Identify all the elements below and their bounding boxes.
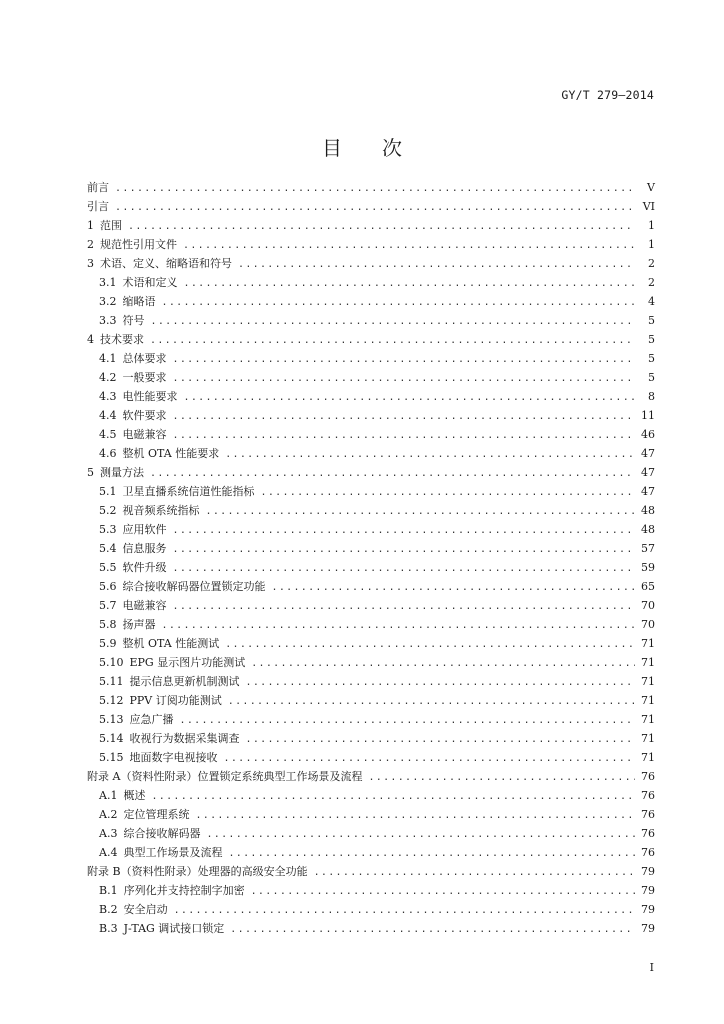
toc-entry-number: 5.7 [99, 599, 117, 612]
toc-entry-number: 4.1 [99, 352, 117, 365]
toc-entry-number: A.3 [99, 827, 118, 840]
toc-entry[interactable] [87, 691, 655, 710]
toc-entry-title: 信息服务 [122, 542, 167, 555]
toc-entry-page: 1 [648, 219, 655, 232]
toc-entry-title: 软件升级 [122, 561, 167, 574]
toc-entry[interactable] [87, 805, 655, 824]
dot-leader [230, 920, 635, 939]
toc-entry-number: 5.4 [99, 542, 117, 555]
dot-leader [368, 768, 635, 787]
dot-leader [246, 673, 636, 692]
toc-entry-title: 序列化并支持控制字加密 [123, 884, 245, 897]
dot-leader [228, 844, 635, 863]
toc-entry-page: 4 [648, 295, 655, 308]
dot-leader [224, 749, 636, 768]
toc-entry-page: 11 [641, 409, 655, 422]
toc-entry[interactable] [87, 330, 655, 349]
toc-entry[interactable] [87, 881, 655, 900]
toc-entry-page: 70 [641, 618, 655, 631]
toc-entry-page: 65 [641, 580, 655, 593]
dot-leader [251, 654, 635, 673]
page-number: I [649, 961, 654, 974]
toc-entry-page: 71 [641, 656, 655, 669]
dot-leader [150, 464, 635, 483]
dot-leader [173, 540, 636, 559]
table-of-contents [87, 178, 655, 938]
toc-entry-title: 一般要求 [122, 371, 167, 384]
toc-entry-title: 电磁兼容 [122, 599, 167, 612]
toc-entry[interactable] [87, 558, 655, 577]
dot-leader [173, 407, 636, 426]
toc-entry[interactable] [87, 368, 655, 387]
toc-entry-number: 5.8 [99, 618, 117, 631]
toc-entry-page: 76 [641, 770, 655, 783]
toc-entry-page: 71 [641, 732, 655, 745]
toc-entry-page: 1 [648, 238, 655, 251]
toc-entry-number: 5.11 [99, 675, 124, 688]
toc-entry-page: V [647, 181, 655, 194]
toc-entry-page: 79 [641, 903, 655, 916]
toc-entry-title: 扬声器 [122, 618, 156, 631]
toc-entry-title: 电磁兼容 [122, 428, 167, 441]
toc-entry-title: 引言 [87, 200, 109, 213]
toc-entry[interactable] [87, 235, 655, 254]
toc-entry-page: 71 [641, 713, 655, 726]
dot-leader [225, 635, 635, 654]
toc-entry[interactable] [87, 653, 655, 672]
toc-entry-number: 5.14 [99, 732, 124, 745]
toc-entry[interactable] [87, 349, 655, 368]
toc-entry[interactable] [87, 919, 655, 938]
toc-entry-number: 3.3 [99, 314, 117, 327]
toc-entry-page: 5 [648, 333, 655, 346]
toc-entry[interactable] [87, 387, 655, 406]
toc-entry[interactable] [87, 520, 655, 539]
dot-leader [184, 388, 636, 407]
toc-entry[interactable] [87, 786, 655, 805]
toc-entry-title: J-TAG 调试接口锁定 [123, 922, 225, 935]
toc-entry[interactable] [87, 710, 655, 729]
toc-entry-title: 前言 [87, 181, 109, 194]
toc-entry-page: 76 [641, 827, 655, 840]
toc-entry[interactable] [87, 843, 655, 862]
page-title: 目次 [322, 136, 442, 160]
toc-entry-title: 技术要求 [100, 333, 144, 346]
toc-entry-page: 79 [641, 865, 655, 878]
toc-entry-page: 47 [641, 466, 655, 479]
dot-leader [151, 312, 636, 331]
toc-entry-title: 视音频系统指标 [122, 504, 200, 517]
toc-entry-number: 3 [87, 257, 94, 270]
toc-entry[interactable] [87, 824, 655, 843]
toc-entry-number: 5.3 [99, 523, 117, 536]
toc-entry-number: 5.15 [99, 751, 124, 764]
toc-entry[interactable] [87, 444, 655, 463]
toc-entry-number: B.2 [99, 903, 118, 916]
toc-entry-title: 安全启动 [123, 903, 168, 916]
toc-entry-number: 5.5 [99, 561, 117, 574]
dot-leader [173, 426, 636, 445]
dot-leader [261, 483, 636, 502]
toc-entry-page: 5 [648, 314, 655, 327]
toc-entry[interactable] [87, 862, 655, 881]
toc-entry-title: 范围 [100, 219, 122, 232]
toc-entry-number: 5.12 [99, 694, 124, 707]
toc-entry[interactable] [87, 292, 655, 311]
toc-entry-page: 57 [641, 542, 655, 555]
dot-leader [195, 806, 635, 825]
toc-entry-title: 测量方法 [100, 466, 144, 479]
dot-leader [150, 331, 635, 350]
dot-leader [180, 711, 636, 730]
toc-entry-title: 电性能要求 [122, 390, 178, 403]
dot-leader [173, 597, 636, 616]
toc-entry-page: 76 [641, 789, 655, 802]
toc-entry[interactable] [87, 273, 655, 292]
dot-leader [228, 692, 635, 711]
dot-leader [173, 350, 636, 369]
toc-entry-title: 概述 [123, 789, 146, 802]
toc-entry-number: 4.6 [99, 447, 117, 460]
dot-leader [128, 217, 635, 236]
toc-entry-number: 4.4 [99, 409, 117, 422]
toc-entry-page: 8 [648, 390, 655, 403]
toc-entry-page: 5 [648, 371, 655, 384]
dot-leader [314, 863, 635, 882]
toc-entry-title: 术语、定义、缩略语和符号 [100, 257, 232, 270]
toc-entry-title: 卫星直播系统信道性能指标 [122, 485, 255, 498]
toc-entry-title: 地面数字电视接收 [129, 751, 218, 764]
toc-entry-title: 总体要求 [122, 352, 167, 365]
toc-entry-title: 缩略语 [122, 295, 156, 308]
dot-leader [173, 369, 636, 388]
toc-entry-page: 47 [641, 447, 655, 460]
toc-entry[interactable] [87, 577, 655, 596]
toc-entry[interactable] [87, 178, 655, 197]
toc-entry[interactable] [87, 729, 655, 748]
toc-entry[interactable] [87, 748, 655, 767]
toc-entry-number: 4 [87, 333, 94, 346]
toc-entry-number: B.3 [99, 922, 118, 935]
toc-entry[interactable] [87, 216, 655, 235]
dot-leader [225, 445, 635, 464]
dot-leader [272, 578, 636, 597]
toc-entry-title: 应急广播 [129, 713, 174, 726]
toc-entry-page: 5 [648, 352, 655, 365]
toc-entry-page: 48 [641, 504, 655, 517]
toc-entry-number: 5.1 [99, 485, 117, 498]
toc-entry-title: 收视行为数据采集调查 [129, 732, 240, 745]
toc-entry-title: PPV 订阅功能测试 [129, 694, 222, 707]
toc-entry-number: 5.13 [99, 713, 124, 726]
toc-entry-title: 综合接收解码器位置锁定功能 [122, 580, 266, 593]
toc-entry-page: 76 [641, 808, 655, 821]
toc-entry-number: A.4 [99, 846, 118, 859]
toc-entry-page: 2 [648, 257, 655, 270]
toc-entry-page: 71 [641, 675, 655, 688]
toc-entry-page: 70 [641, 599, 655, 612]
toc-entry-title: 规范性引用文件 [100, 238, 177, 251]
toc-entry-title: 附录 B（资料性附录）处理器的高级安全功能 [87, 865, 308, 878]
toc-entry[interactable] [87, 482, 655, 501]
toc-entry-title: 定位管理系统 [123, 808, 190, 821]
toc-entry-page: 47 [641, 485, 655, 498]
toc-entry-page: 71 [641, 751, 655, 764]
dot-leader [162, 616, 636, 635]
toc-entry-number: 3.2 [99, 295, 117, 308]
toc-entry[interactable] [87, 311, 655, 330]
toc-entry[interactable] [87, 406, 655, 425]
toc-entry-number: 1 [87, 219, 94, 232]
toc-entry[interactable] [87, 596, 655, 615]
dot-leader [246, 730, 636, 749]
dot-leader [173, 559, 636, 578]
dot-leader [151, 787, 635, 806]
toc-entry-page: 79 [641, 922, 655, 935]
toc-entry-number: 2 [87, 238, 94, 251]
toc-entry-number: 4.5 [99, 428, 117, 441]
toc-entry-page: 71 [641, 637, 655, 650]
toc-entry-title: 符号 [122, 314, 145, 327]
dot-leader [238, 255, 635, 274]
dot-leader [174, 901, 635, 920]
toc-entry-number: A.2 [99, 808, 118, 821]
toc-entry-number: 5.6 [99, 580, 117, 593]
toc-entry[interactable] [87, 463, 655, 482]
toc-entry-number: 5 [87, 466, 94, 479]
toc-entry-title: 应用软件 [122, 523, 167, 536]
toc-entry-page: 46 [641, 428, 655, 441]
toc-entry-page: 48 [641, 523, 655, 536]
dot-leader [183, 236, 635, 255]
toc-entry-title: 综合接收解码器 [123, 827, 201, 840]
toc-entry-number: 4.3 [99, 390, 117, 403]
toc-entry-title: 术语和定义 [122, 276, 178, 289]
toc-entry-number: A.1 [99, 789, 118, 802]
toc-entry-title: 整机 OTA 性能测试 [122, 637, 220, 650]
toc-entry-title: EPG 显示图片功能测试 [129, 656, 246, 669]
dot-leader [173, 521, 636, 540]
toc-entry[interactable] [87, 767, 655, 786]
toc-entry-number: 3.1 [99, 276, 117, 289]
toc-entry-title: 典型工作场景及流程 [123, 846, 223, 859]
dot-leader [115, 198, 635, 217]
toc-entry-title: 软件要求 [122, 409, 167, 422]
toc-entry[interactable] [87, 197, 655, 216]
dot-leader [162, 293, 636, 312]
toc-entry[interactable] [87, 539, 655, 558]
toc-entry-number: B.1 [99, 884, 118, 897]
toc-entry-title: 整机 OTA 性能要求 [122, 447, 220, 460]
toc-entry-number: 5.2 [99, 504, 117, 517]
toc-entry[interactable] [87, 634, 655, 653]
toc-entry[interactable] [87, 501, 655, 520]
dot-leader [184, 274, 636, 293]
dot-leader [206, 502, 636, 521]
dot-leader [251, 882, 635, 901]
toc-entry-page: 76 [641, 846, 655, 859]
toc-entry-page: VI [642, 200, 655, 213]
toc-entry-title: 附录 A（资料性附录）位置锁定系统典型工作场景及流程 [87, 770, 363, 783]
toc-entry-number: 5.10 [99, 656, 124, 669]
toc-entry-title: 提示信息更新机制测试 [129, 675, 240, 688]
toc-entry[interactable] [87, 900, 655, 919]
toc-entry[interactable] [87, 425, 655, 444]
toc-entry[interactable] [87, 672, 655, 691]
toc-entry-number: 4.2 [99, 371, 117, 384]
toc-entry-page: 2 [648, 276, 655, 289]
dot-leader [206, 825, 635, 844]
dot-leader [115, 179, 635, 198]
toc-entry[interactable] [87, 254, 655, 273]
toc-entry-page: 71 [641, 694, 655, 707]
toc-entry-number: 5.9 [99, 637, 117, 650]
toc-entry-page: 79 [641, 884, 655, 897]
toc-entry[interactable] [87, 615, 655, 634]
standard-code: GY/T 279—2014 [561, 88, 654, 102]
toc-entry-page: 59 [641, 561, 655, 574]
